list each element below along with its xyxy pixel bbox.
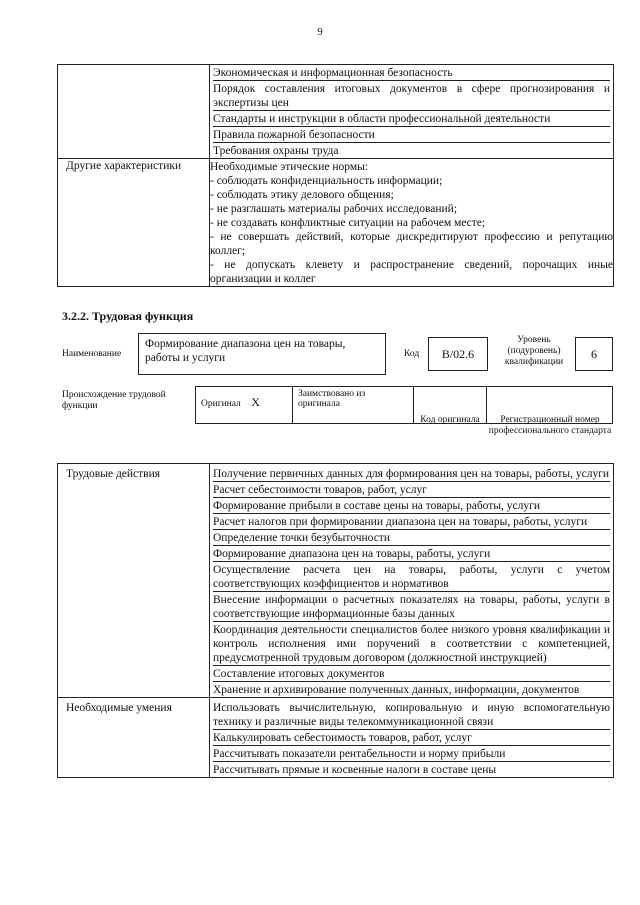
labor-action-item: Расчет налогов при формировании диапазона цен на товары, работы, услуги (213, 514, 610, 530)
ethics-item: - соблюдать конфиденциальность информации; (210, 175, 443, 187)
knowledge-table-continued (57, 64, 614, 287)
skill-item: Рассчитывать показатели рентабельности и норму прибыли (213, 746, 610, 762)
ethics-item: - не допускать клевету и распространение сведений, порочащих иные организации и коллег (210, 259, 613, 285)
labor-action-item: Определение точки безубыточности (213, 530, 610, 546)
ethics-item: - соблюдать этику делового общения; (210, 189, 394, 201)
origin-label: Происхождение трудовой функции (62, 390, 166, 411)
labor-actions-label: Трудовые действия (58, 464, 210, 698)
reg-number-caption: Регистрационный номер профессионального стандарта (488, 415, 612, 436)
labor-actions-list (210, 464, 614, 698)
original-cell (196, 387, 293, 424)
knowledge-item: Порядок составления итоговых документов в сфере прогнозирования и экспертизы цен (213, 83, 610, 109)
knowledge-item: Стандарты и инструкции в области профессиональной деятельности (213, 111, 610, 127)
skill-item: Рассчитывать прямые и косвенные налоги в составе цены (213, 764, 497, 776)
labor-action-item: Формирование диапазона цен на товары, работы, услуги (213, 546, 610, 562)
code-value-box: B/02.6 (428, 337, 488, 371)
labor-action-item: Осуществление расчета цен на товары, работы, услуги с учетом соответствующих коэффициентов и нормативов (213, 564, 610, 590)
borrowed-label: Заимствовано из оригинала (293, 387, 414, 424)
knowledge-list (210, 65, 614, 159)
level-label: Уровень (подуровень) квалификации (504, 335, 564, 367)
function-name-box: Формирование диапазона цен на товары, работы и услуги (138, 333, 386, 375)
name-label: Наименование (62, 349, 122, 359)
labor-action-item: Расчет себестоимости товаров, работ, услуг (213, 482, 610, 498)
ethics-item: - не разглашать материалы рабочих исследований; (210, 203, 458, 215)
ethics-item: Необходимые этические нормы: (210, 161, 369, 173)
ethics-item: - не совершать действий, которые дискредитируют профессию и репутацию коллег; (210, 231, 613, 257)
other-characteristics-label: Другие характеристики (58, 159, 210, 287)
original-label: Оригинал (201, 399, 241, 409)
empty-label-cell (58, 65, 210, 159)
skills-list (210, 698, 614, 778)
ethics-list (210, 159, 614, 287)
code-label: Код (404, 349, 420, 359)
knowledge-item: Экономическая и информационная безопасность (213, 65, 610, 81)
skill-item: Калькулировать себестоимость товаров, работ, услуг (213, 730, 610, 746)
page-number: 9 (317, 26, 323, 38)
labor-action-item: Составление итоговых документов (213, 666, 610, 682)
skills-label: Необходимые умения (58, 698, 210, 778)
code-original-caption: Код оригинала (420, 415, 480, 425)
labor-action-item: Хранение и архивирование полученных данных, информации, документов (213, 684, 580, 696)
knowledge-item: Правила пожарной безопасности (213, 127, 610, 143)
ethics-item: - не создавать конфликтные ситуации на рабочем месте; (210, 217, 486, 229)
labor-action-item: Координация деятельности специалистов более низкого уровня квалификации и контроль исполнения ими поручений в соответствии с компетенцией, предусмотренной трудовым договором (должностной инструкцией) (213, 624, 610, 664)
knowledge-item: Требования охраны труда (213, 145, 339, 157)
labor-action-item: Получение первичных данных для формирования цен на товары, работы, услуги (213, 468, 610, 480)
labor-function-table (57, 463, 614, 778)
labor-action-item: Формирование прибыли в составе цены на товары, работы, услуги (213, 498, 610, 514)
section-title: 3.2.2. Трудовая функция (62, 309, 194, 323)
labor-action-item: Внесение информации о расчетных показателях на товары, работы, услуги в соответствующие информационные базы данных (213, 594, 610, 620)
original-mark: X (251, 395, 260, 409)
level-value-box: 6 (575, 337, 613, 371)
skill-item: Использовать вычислительную, копировальную и иную вспомогательную технику и различные виды телекоммуникационной связи (213, 702, 610, 728)
